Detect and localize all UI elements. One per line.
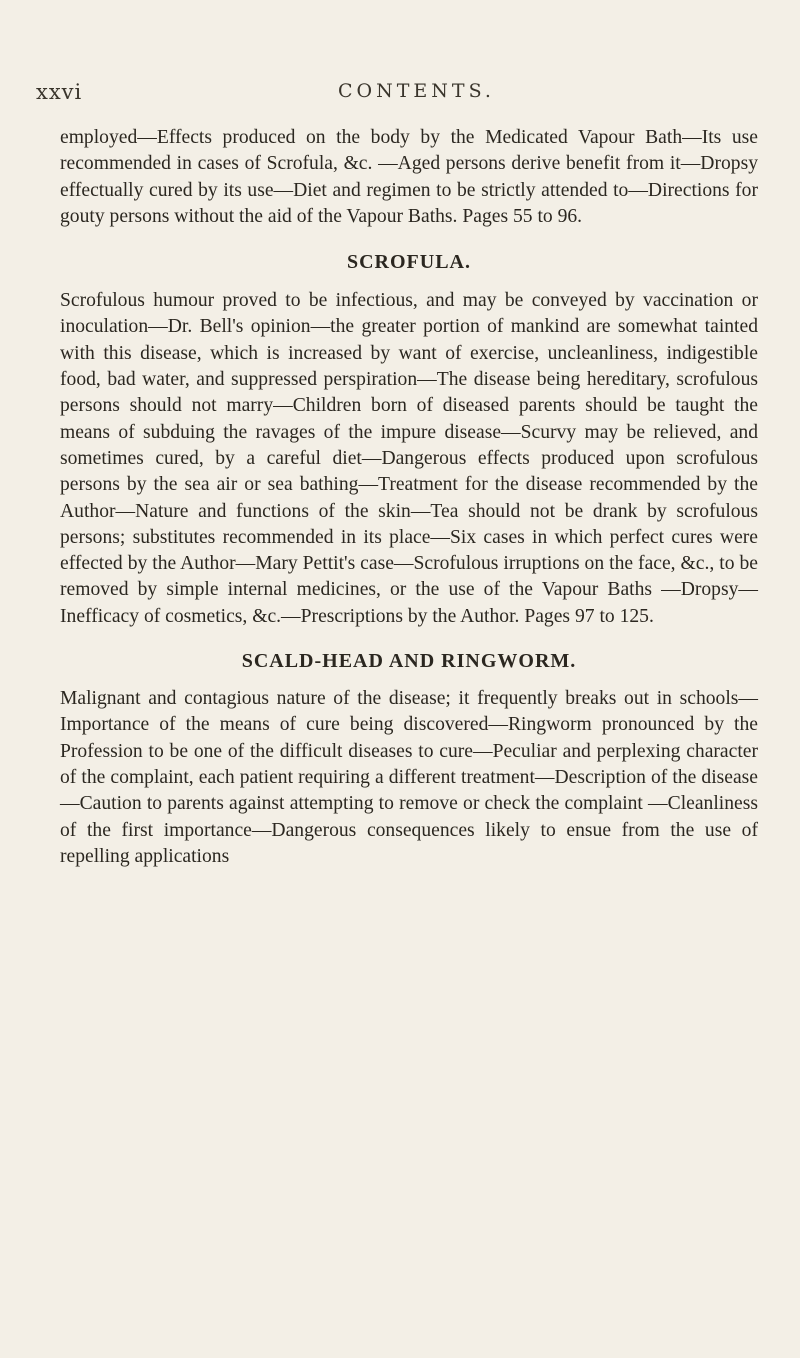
scrofula-heading: SCROFULA. (346, 251, 471, 274)
scald-head-paragraph: Malignant and contagious nature of the disease; it frequently breaks out in schools—Importance of the means of cure being discovered—Ringworm pronounced by the Profession to be one of the difficult diseases to cure—Peculiar and perplexing character of the complaint, each patient requiring a different treatment—Description of the disease—Caution to parents against attempting to remove or check the complaint —Cleanliness of the first importance—Dangerous consequences likely to ensue from the use of repelling applications (60, 688, 758, 867)
running-head (36, 80, 756, 110)
running-title: CONTENTS. (338, 80, 495, 102)
page-number: xxvi (36, 80, 83, 104)
contents-body (60, 125, 758, 870)
intro-paragraph: employed—Effects produced on the body by the Medicated Vapour Bath—Its use recommended in cases of Scrofula, &c. —Aged persons derive benefit from it—Dropsy effectually cured by its use—Diet and regimen to be strictly attended to—Directions for gouty persons without the aid of the Vapour Baths. Pages 55 to 96. (60, 127, 758, 227)
scald-head-heading: SCALD-HEAD AND RINGWORM. (241, 650, 577, 673)
scrofula-paragraph: Scrofulous humour proved to be infectious, and may be conveyed by vaccination or inoculation—Dr. Bell's opinion—the greater portion of mankind are somewhat tainted with this disease, which is increased by want of exercise, uncleanliness, indigestible food, bad water, and suppressed perspiration—The disease being hereditary, scrofulous persons should not marry—Children born of diseased parents should be taught the means of subduing the ravages of the impure disease—Scurvy may be relieved, and sometimes cured, by a careful diet—Dangerous effects produced upon scrofulous persons by the sea air or sea bathing—Treatment for the disease recommended by the Author—Nature and functions of the skin—Tea should not be drank by scrofulous persons; substitutes recommended in its place—Six cases in which perfect cures were effected by the Author—Mary Pettit's case—Scrofulous irruptions on the face, &c., to be removed by simple internal medicines, or the use of the Vapour Baths —Dropsy—Inefficacy of cosmetics, &c.—Prescriptions by the Author. Pages 97 to 125. (60, 290, 758, 627)
